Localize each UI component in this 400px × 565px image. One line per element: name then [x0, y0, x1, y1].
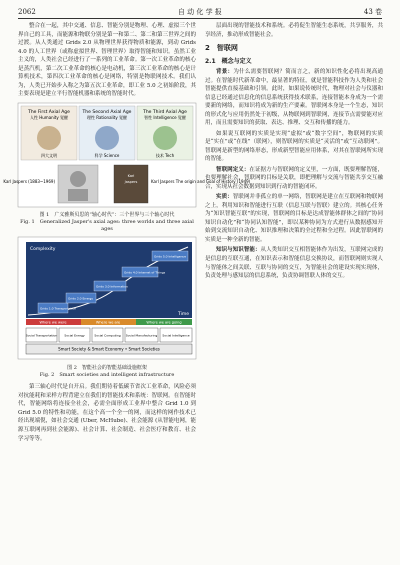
layer-4-label: Grids 4.0 Internet of Things: [124, 270, 166, 275]
age-panel-2: [79, 106, 135, 160]
age-1-icon-label: 四大文明: [41, 152, 57, 158]
y-axis-label: Complexity: [30, 247, 56, 253]
social-box-5: Social Intelligence: [162, 333, 190, 338]
figure-2: [18, 237, 196, 378]
science-icon: [95, 126, 119, 150]
figure-2-caption-en: Fig. 2 Smart societies and intelligent infrastructure: [39, 371, 175, 378]
paragraph-5-text: 从人类知识交互相智能体作为出发，互联网完成的是信息的互联互通，在知识表示和智能信息交换协议，而智联网则实现人与智能体之间关联、互联与协同的交互，为智能社会的建设实现实现体，负责处理与感知层的信息系统，负责协调智联人体的交互。: [205, 247, 383, 280]
age-1-title: The First Axial Age: [28, 109, 70, 115]
intro-paragraph: 整合在一起，其中交通、信息、智能分别是物理、心理、虚拟三个世界自己的工具，而能源和物联分别是第一和第二、第二和第三世界之间的过渡。从人类通过 Grids 2.0 从物理世界获得物质和能源，到动 Grids 4.0 的人工世界（或称虚拟世界、智理世界）取得智能和知识。虽然工业主义的，人类社会已经进行了一系列的工业革命。第一次工业革命的核心是蒸汽机，第二次工业革命的核心是电动机，第三次工业革命的核心是计算机技术，第四次工业革命的核心是网络，特别是物联网技术。我们认为，人类已开始步入称之为第五次工业革命，即工业 5.0 之初始阶段，其主要表现是建立平行智能机器和系统的智能时代。: [18, 23, 196, 98]
body-paragraph-4: [205, 193, 383, 244]
closing-paragraph: 第三轴心时代是自开启。我们期待着低碳节省次工业革命，风险必须对抗能耗和采样方程背建立在我们的智能技术和系统：智联网。在智能时代，智能网络将连接全社会，必需全面形成工业界中整合 Grid 1.0 到 Grid 5.0 的特性和功能，在这个高一个全一的网，而这样的网作技术已经出现端倪，如社会交通 (Uber, McHube)、社会能源 (从智能电网，能源互联网再到社会能源)、社会计算、社会制造、社会医疗和教育、社会学习等等。: [18, 384, 196, 442]
x-axis-label: Time: [178, 312, 190, 318]
layer-3-label: Grids 3.0 Information: [96, 284, 128, 289]
paragraph-5-keyword: 知识与知识智能：: [216, 247, 261, 254]
layer-5-label: Grids 5.0 Intelligence: [154, 254, 186, 259]
body-paragraph-2: [205, 130, 383, 164]
social-box-1: Social Transportation: [25, 333, 58, 338]
body-paragraph-1: [205, 68, 383, 128]
age-2-sub: 理性 Rationality 觉醒: [87, 114, 127, 120]
paragraph-4-keyword: 实质：: [216, 194, 233, 201]
layer-2-label: Grids 2.0 Energy: [68, 296, 94, 301]
age-panel-1: [21, 106, 77, 160]
svg-text:Karl: Karl: [127, 173, 135, 178]
band-past-label: Where we were: [39, 320, 67, 325]
paragraph-2-text: 如果说互联网的实质是实现“虚拟”或“数字空间”，物联网的实质是“实在”或“在线”（联网），则智联网的实质是“灵活的”或“互动联网”。智联网是新型的网络形态，形成新型智能应用体系，对其在智联网所实现的智能。: [205, 130, 383, 163]
page-number: 2062: [18, 8, 36, 16]
paragraph-1-text: 为什么需要智联网？简而言之，新的知识性化必将出现高通过。在智能时代新革命中，最显著的特征，就是智能科技作为人类和社会智能提供直接基础和引领。此时，如果说传统时代，物理对社会与仪器和信息已经通过信息化的信息系统获得技术联系，连接智能本身成为一个需要新的网络，而知识将成为新的生产要素。智联网本身是一个生态，知识的形式化与应用仍然处于初级，从物联网到智联网，连接节点需要能对应用，而且需要知识的获取、表达、推理、交互和传播的能力。: [205, 69, 383, 127]
age-2-title: The Second Axial Age: [82, 109, 132, 115]
age-1-sub: 人性 Humanity 觉醒: [29, 114, 69, 120]
social-box-3: Social Computing: [94, 333, 121, 338]
subsection-heading: 2.1 概念与定义: [205, 57, 252, 65]
body-paragraph-5: [205, 246, 383, 280]
running-header: [18, 6, 382, 19]
paragraph-3-text: 在证据方与智联网的定义里，一方面，既要理解智能，也要理解社会，智联网的目标是关联，即把理解与交流与智能共享交互融合，实现从社会数据到知识到行动的智能闭环。: [205, 166, 383, 190]
age-3-icon-label: 技术 Tech: [155, 152, 175, 158]
age-3-sub: 智性 Intelligence 觉醒: [144, 114, 186, 120]
social-box-4: Social Manufacturing: [125, 333, 158, 338]
figure-1-caption-cn: 图 1 广义雅斯贝思的“轴心时代”：三个世界与三个轴心时代: [39, 212, 175, 219]
band-future-label: Where we are going: [146, 320, 182, 325]
paragraph-4-text: 智联网并非孤立的单一网络，智联网是建立在互联网和物联网之上，利用知识和智能进行互联（信息互联与智联）建立的。其核心任务为“知识智能互联”的实现，智联网的目标是达成智能体群体之间的“协同知识自动化”和“协同认知智能”，即以某种协同为方式进行从数据感知开始到交流知识自动化、知识推理和决策的全过程和全过程。因此智联网的实质是一种全新的智能。: [205, 194, 383, 243]
civilization-icon: [37, 126, 61, 150]
figure-1-caption-en: Fig. 1 Generalized Jasper's axial ages: three worlds and three axial ages: [20, 218, 194, 232]
smart-society-label: Smart Society & Smart Economy • Smart Societies: [58, 346, 160, 352]
smart-society-figure: [18, 237, 196, 359]
volume-label: 43 卷: [363, 8, 382, 16]
portrait-caption: Karl Jaspers (1883~1969): [3, 178, 55, 184]
book-cover: [114, 165, 148, 203]
journal-title: 自 动 化 学 报: [177, 8, 222, 16]
svg-text:Jaspers: Jaspers: [124, 179, 138, 184]
body-paragraph-3: [205, 166, 383, 192]
social-boxes: [26, 328, 192, 342]
band-present-label: Where we are: [95, 320, 121, 325]
book-caption: Karl Jaspers The origin and Goal of History (1949): [151, 178, 251, 184]
technology-icon: [153, 126, 177, 150]
continued-paragraph: 层面出现的智能技术和系统。必将促生智能生态系统，共享服务，共享经济，推动形成智能社会。: [205, 23, 383, 38]
age-2-icon-label: 科学 Science: [94, 152, 120, 158]
paragraph-3-keyword: 智联网定义：: [216, 166, 250, 173]
age-panel-3: [137, 106, 193, 160]
section-heading: 2 智联网: [205, 44, 238, 53]
layer-1-label: Grids 1.0 Transportation: [40, 306, 77, 311]
paragraph-1-keyword: 背景：: [216, 69, 234, 76]
age-3-title: The Third Axial Age: [143, 109, 187, 115]
jaspers-portrait: [58, 165, 98, 203]
figure-2-caption-cn: 图 2 智能社会的智能基础设施框架: [67, 364, 147, 371]
social-box-2: Social Energy: [64, 333, 85, 338]
right-column: [205, 22, 383, 283]
